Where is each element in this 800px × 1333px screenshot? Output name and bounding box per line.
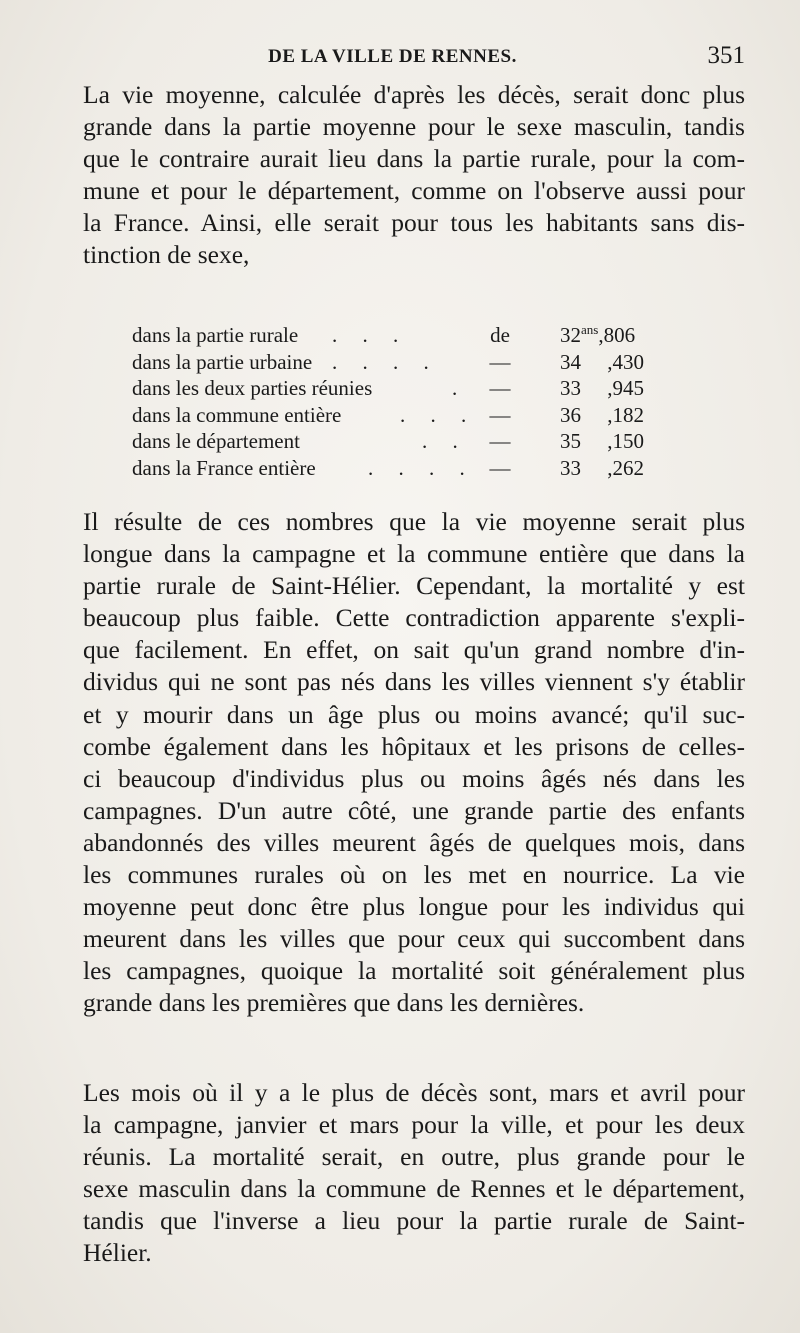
row-separator: — xyxy=(489,455,511,480)
row-value: 35 ,150 xyxy=(560,429,644,454)
running-head: DE LA VILLE DE RENNES. xyxy=(268,46,517,67)
text-line: beaucoup plus faible. Cette contradiction apparente s'expli- xyxy=(83,603,745,633)
unit-superscript: ans xyxy=(581,322,599,337)
row-label: dans la partie rurale xyxy=(132,323,299,347)
text-line: La vie moyenne, calculée d'après les décès, serait donc plus xyxy=(83,80,745,109)
leader-dots: . xyxy=(452,376,468,401)
row-label: dans les deux parties réunies xyxy=(132,376,373,401)
row-separator: — xyxy=(489,402,511,427)
row-label: dans la commune entière xyxy=(132,402,342,427)
row-label: dans la partie urbaine xyxy=(132,349,313,374)
row-separator: — xyxy=(489,429,511,454)
row-separator: — xyxy=(489,376,511,401)
text-line: les campagnes, quoique la mortalité soit généralement plus xyxy=(83,956,745,986)
leader-dots: . . . . xyxy=(368,455,475,480)
row-label: dans le département xyxy=(132,429,300,454)
paragraph-3 xyxy=(55,1077,745,1270)
text-line: mune et pour le département, comme on l'observe aussi pour xyxy=(83,176,745,206)
text-line: moyenne peut donc être plus longue pour les individus qui xyxy=(83,892,745,922)
text-line: Hélier. xyxy=(83,1238,152,1268)
table-row xyxy=(132,375,672,402)
table-row xyxy=(132,455,672,482)
text-line: dividus qui ne sont pas nés dans les villes viennent s'y établir xyxy=(83,667,745,697)
life-expectancy-table xyxy=(132,322,672,482)
text-line: tinction de sexe, xyxy=(83,240,250,270)
row-value: $32^{ans},806$ xyxy=(560,322,636,347)
text-line: combe également dans les hôpitaux et les prisons de celles- xyxy=(83,731,745,761)
text-line: Il résulte de ces nombres que la vie moyenne serait plus xyxy=(83,507,745,536)
text-line: longue dans la campagne et la commune entière que dans la xyxy=(83,539,745,569)
row-separator: de xyxy=(490,323,510,347)
leader-dots: . . . . xyxy=(332,349,439,374)
row-separator: — xyxy=(489,349,511,374)
leader-dots: . . xyxy=(422,429,468,454)
row-label: dans la France entière xyxy=(132,455,316,480)
text-line: que le contraire aurait lieu dans la partie rurale, pour la com- xyxy=(83,144,745,174)
text-line: tandis que l'inverse a lieu pour la partie rurale de Saint- xyxy=(83,1206,745,1236)
text-line: partie rurale de Saint-Hélier. Cependant, la mortalité y est xyxy=(83,571,745,601)
leader-dots: . . . xyxy=(400,402,477,427)
text-line: abandonnés des villes meurent âgés de quelques mois, dans xyxy=(83,827,745,857)
text-line: et y mourir dans un âge plus ou moins avancé; qu'il suc- xyxy=(83,699,745,729)
page-header xyxy=(40,44,745,80)
text-line: grande dans les premières que dans les dernières. xyxy=(83,988,585,1018)
page-number: 351 xyxy=(707,42,745,69)
text-line: grande dans la partie moyenne pour le sexe masculin, tandis xyxy=(83,112,745,142)
text-line: que facilement. En effet, on sait qu'un grand nombre d'in- xyxy=(83,635,745,665)
table-row xyxy=(132,349,672,376)
text-line: Les mois où il y a le plus de décès sont, mars et avril pour xyxy=(83,1078,745,1107)
paragraph-1 xyxy=(55,79,745,272)
paragraph-life-expectancy xyxy=(55,79,745,272)
leader-dots: . . . xyxy=(332,323,409,347)
text-line: la France. Ainsi, elle serait pour tous les habitants sans dis- xyxy=(83,208,745,238)
row-value: 33 ,945 xyxy=(560,376,644,401)
text-line: la campagne, janvier et mars pour la ville, et pour les deux xyxy=(83,1110,745,1140)
table-row xyxy=(132,428,672,455)
table-row xyxy=(132,402,672,429)
text-line: sexe masculin dans la commune de Rennes et le département, xyxy=(83,1174,745,1204)
row-value: 36 ,182 xyxy=(560,402,644,427)
row-value: 33 ,262 xyxy=(560,455,644,480)
text-line: réunis. La mortalité serait, en outre, plus grande pour le xyxy=(83,1142,745,1172)
paragraph-contradiction xyxy=(55,506,745,1020)
paragraph-2 xyxy=(55,506,745,1020)
paragraph-months xyxy=(55,1077,745,1270)
text-line: les communes rurales où on les met en nourrice. La vie xyxy=(83,860,745,890)
row-value: 34 ,430 xyxy=(560,349,644,374)
table-row xyxy=(132,322,672,349)
text-line: campagnes. D'un autre côté, une grande partie des enfants xyxy=(83,795,745,825)
text-line: ci beaucoup d'individus plus ou moins âgés nés dans les xyxy=(83,763,745,793)
text-line: meurent dans les villes que pour ceux qui succombent dans xyxy=(83,924,745,954)
